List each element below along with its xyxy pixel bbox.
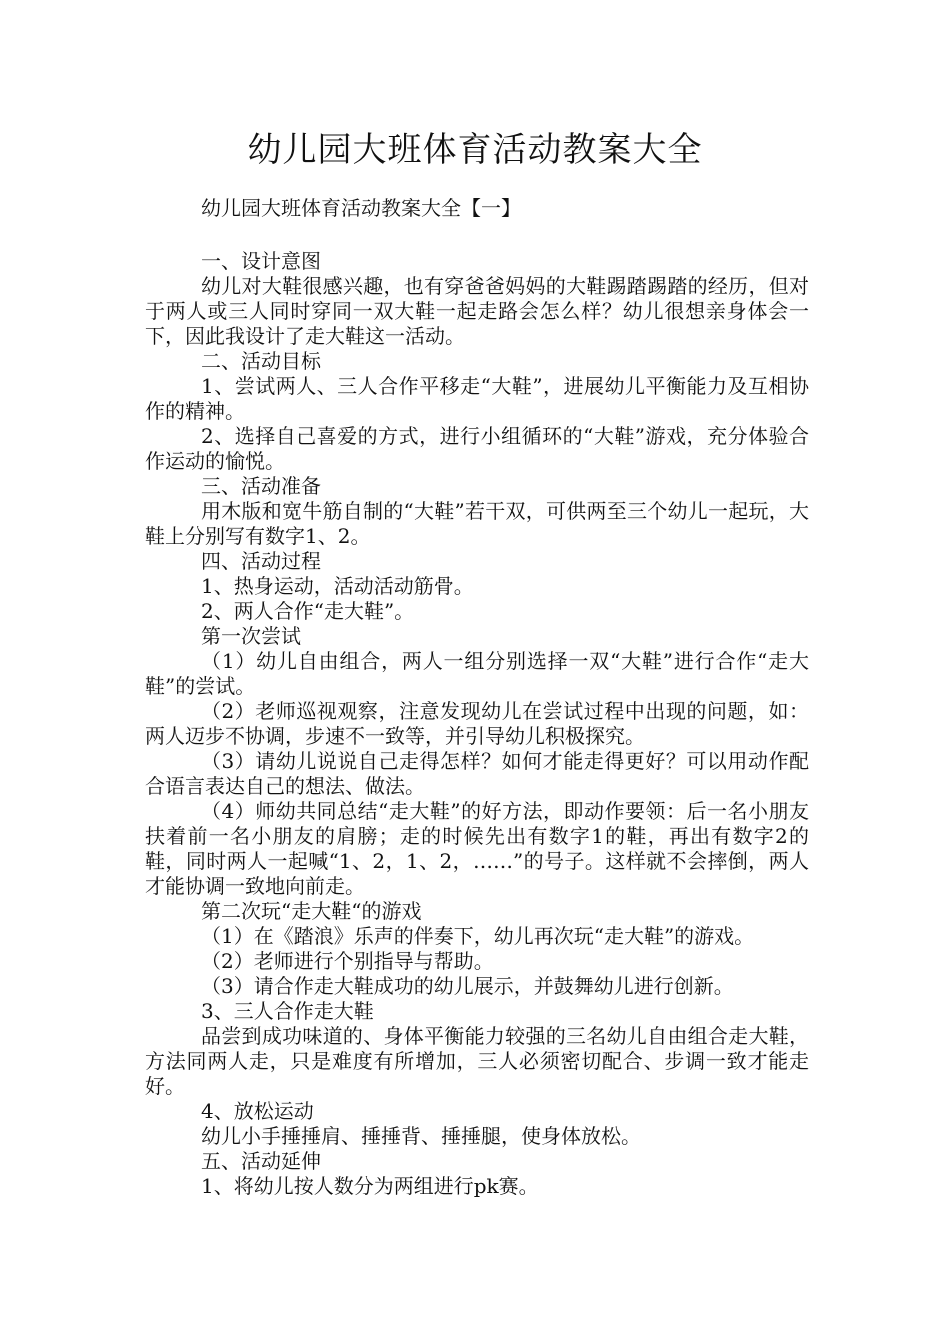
paragraph-warmup: 1、热身运动，活动活动筋骨。 [201,574,474,598]
paragraph-second-step-2: （2）老师进行个别指导与帮助。 [201,949,494,973]
section-heading-extension: 五、活动延伸 [201,1149,321,1173]
paragraph-step-3: （3）请幼儿说说自己走得怎样？如何才能走得更好？可以用动作配合语言表达自己的想法、做法。 [145,749,809,798]
section-heading-goals: 二、活动目标 [201,349,321,373]
paragraph-second-step-3: （3）请合作走大鞋成功的幼儿展示，并鼓舞幼儿进行创新。 [201,974,734,998]
paragraph-step-1: （1）幼儿自由组合，两人一组分别选择一双“大鞋”进行合作“走大鞋”的尝试。 [145,649,809,698]
document-body [145,196,809,1199]
paragraph-goal-2: 2、选择自己喜爱的方式，进行小组循环的“大鞋”游戏，充分体验合作运动的愉悦。 [145,424,809,473]
paragraph-design-intent: 幼儿对大鞋很感兴趣，也有穿爸爸妈妈的大鞋踢踏踢踏的经历，但对于两人或三人同时穿同一双大鞋一起走路会怎么样？幼儿很想亲身体会一下，因此我设计了走大鞋这一活动。 [145,274,809,348]
section-heading-preparation: 三、活动准备 [201,474,321,498]
paragraph-second-play: 第二次玩“走大鞋“的游戏 [201,899,422,923]
paragraph-step-2: （2）老师巡视观察，注意发现幼儿在尝试过程中出现的问题，如：两人迈步不协调，步速不一致等，并引导幼儿积极探究。 [145,699,809,748]
paragraph-two-person: 2、两人合作“走大鞋”。 [201,599,415,623]
paragraph-second-step-1: （1）在《踏浪》乐声的伴奏下，幼儿再次玩“走大鞋”的游戏。 [201,924,755,948]
section-heading-process: 四、活动过程 [201,549,321,573]
paragraph-step-4: （4）师幼共同总结“走大鞋”的好方法，即动作要领：后一名小朋友扶着前一名小朋友的肩膀；走的时候先出有数字1的鞋，再出有数字2的鞋，同时两人一起喊“1、2，1、2，……”的号子。这样就不会摔倒，两人才能协调一致地向前走。 [145,799,809,898]
paragraph-goal-1: 1、尝试两人、三人合作平移走“大鞋”，进展幼儿平衡能力及互相协作的精神。 [145,374,809,423]
paragraph-three-person-detail: 品尝到成功味道的、身体平衡能力较强的三名幼儿自由组合走大鞋，方法同两人走，只是难度有所增加，三人必须密切配合、步调一致才能走好。 [145,1024,809,1098]
paragraph-extension-1: 1、将幼儿按人数分为两组进行pk赛。 [201,1174,539,1198]
paragraph-relax-detail: 幼儿小手捶捶肩、捶捶背、捶捶腿，使身体放松。 [201,1124,641,1148]
document-title: 幼儿园大班体育活动教案大全 [247,130,703,170]
paragraph-relax: 4、放松运动 [201,1099,314,1123]
section-heading-design-intent: 一、设计意图 [201,249,321,273]
paragraph-first-try: 第一次尝试 [201,624,301,648]
paragraph-preparation: 用木版和宽牛筋自制的“大鞋”若干双，可供两至三个幼儿一起玩，大鞋上分别写有数字1、2。 [145,499,809,548]
subtitle: 幼儿园大班体育活动教案大全【一】 [201,196,521,220]
paragraph-three-person: 3、三人合作走大鞋 [201,999,374,1023]
